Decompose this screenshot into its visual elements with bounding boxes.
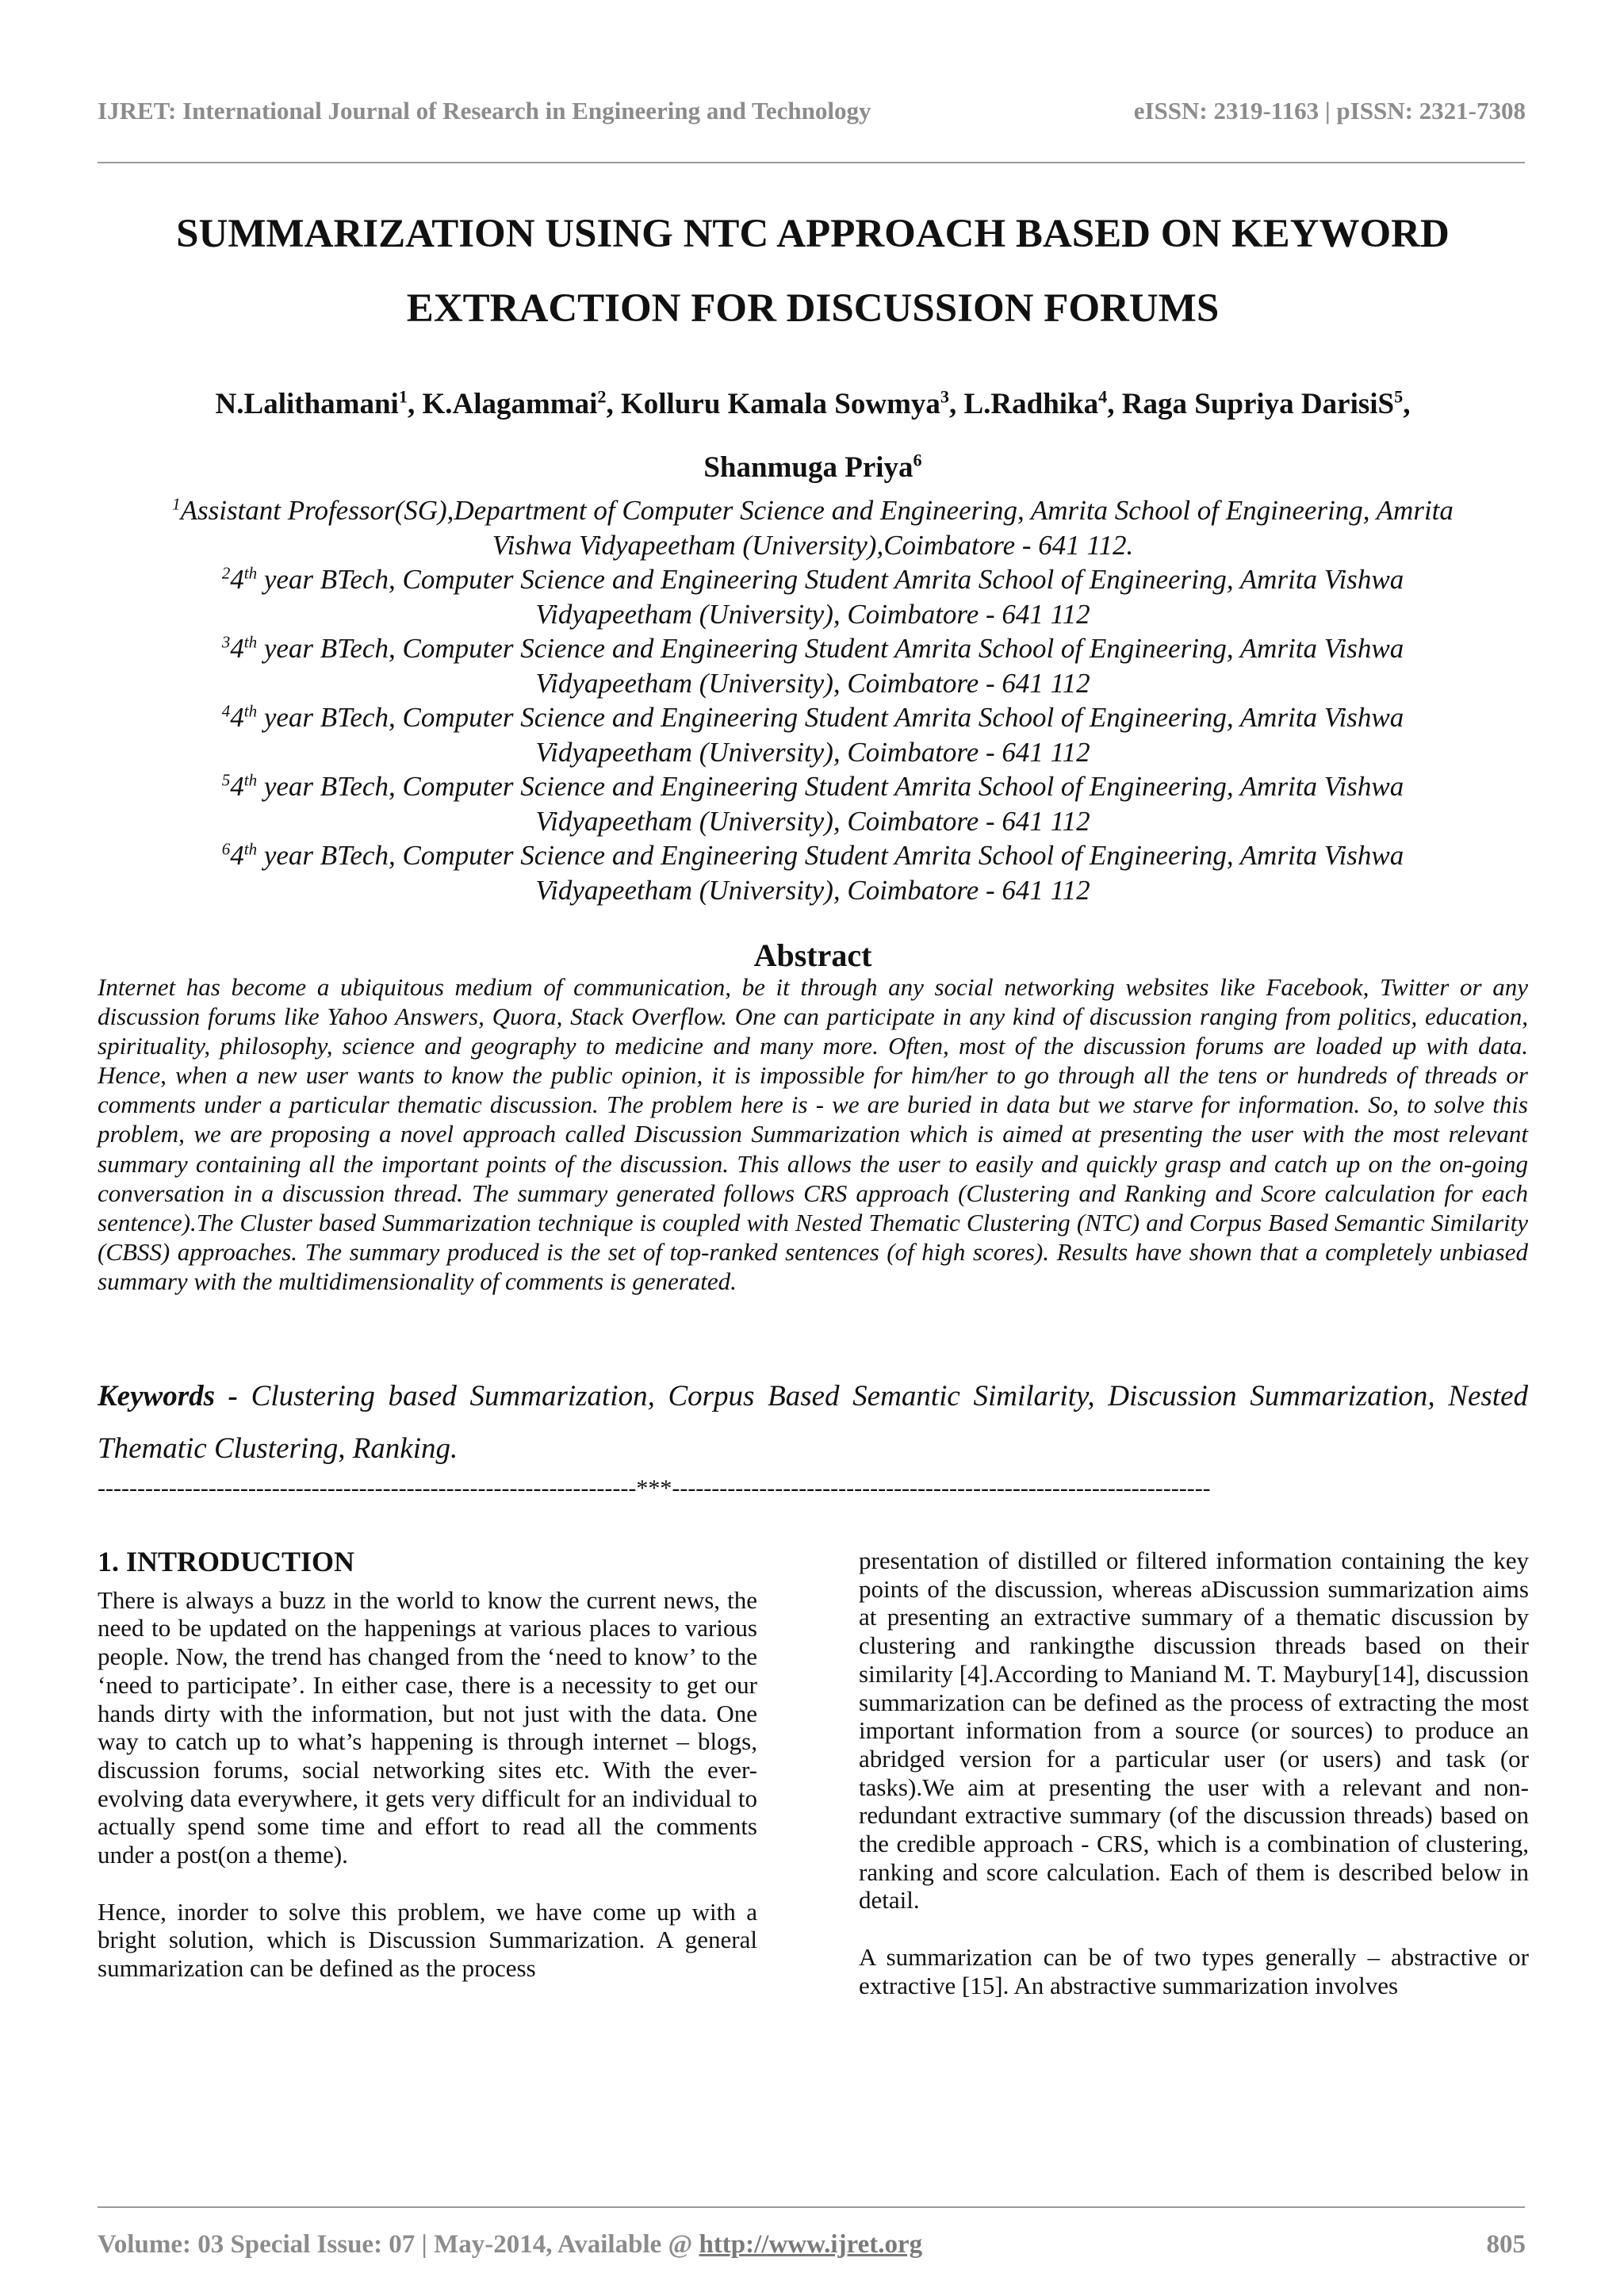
affiliation-text: Assistant Professor(SG),Department of Computer Science and Engineering, Amrita School of Engineering, Amrita bbox=[180, 495, 1454, 526]
affiliation-line bbox=[87, 562, 1538, 597]
affiliation-text: year BTech, Computer Science and Engineering Student Amrita School of Engineering, Amrita Vishwa bbox=[257, 564, 1404, 595]
author-separator: , bbox=[407, 388, 423, 420]
keywords-label: Keywords - bbox=[98, 1380, 238, 1412]
author-name: Shanmuga Priya bbox=[703, 451, 914, 484]
paper-title-line-2: EXTRACTION FOR DISCUSSION FORUMS bbox=[406, 286, 1220, 331]
affiliation-ordinal: th bbox=[243, 632, 258, 652]
affiliation-ordinal: th bbox=[243, 770, 258, 790]
journal-name: IJRET: International Journal of Research in Engineering and Technology bbox=[98, 97, 871, 125]
paper-title-line-1: SUMMARIZATION USING NTC APPROACH BASED ON KEYWORD bbox=[176, 212, 1450, 256]
author-name: K.Alagammai bbox=[422, 388, 598, 420]
author-separator: , bbox=[1403, 388, 1411, 420]
author-affiliation-mark: 6 bbox=[913, 450, 922, 470]
affiliation-2 bbox=[87, 562, 1538, 631]
keywords-text: Clustering based Summarization, Corpus Based Semantic Similarity, Discussion Summarization, Nested Thematic Clustering, Ranking. bbox=[98, 1380, 1528, 1465]
affiliation-year: 4 bbox=[230, 840, 244, 871]
author-affiliation-mark: 3 bbox=[940, 386, 949, 407]
affiliation-4 bbox=[87, 700, 1538, 769]
author-separator: , bbox=[606, 388, 621, 420]
journal-issn: eISSN: 2319-1163 | pISSN: 2321-7308 bbox=[1133, 97, 1526, 125]
footer-volume bbox=[98, 2230, 922, 2260]
affiliation-year: 4 bbox=[230, 702, 244, 733]
section-separator: --------------------------------------------------------------------***-------------------------------------------------------------------- bbox=[98, 1475, 1211, 1501]
affiliation-number: 2 bbox=[221, 563, 231, 583]
author-affiliation-mark: 1 bbox=[398, 386, 408, 407]
paper-title bbox=[87, 197, 1538, 346]
intro-paragraph-4: A summarization can be of two types generally – abstractive or extractive [15]. An abstractive summarization involves bbox=[859, 1943, 1529, 1999]
author-line-2 bbox=[87, 436, 1538, 500]
affiliation-text: year BTech, Computer Science and Engineering Student Amrita School of Engineering, Amrita Vishwa bbox=[257, 633, 1404, 664]
affiliation-line: Vidyapeetham (University), Coimbatore - 641 112 bbox=[535, 736, 1090, 768]
author-name: Kolluru Kamala Sowmya bbox=[620, 388, 940, 420]
affiliation-year: 4 bbox=[230, 633, 244, 664]
intro-paragraph-3: presentation of distilled or filtered information containing the key points of the discussion, whereas aDiscussion summarization aims at presenting an extractive summary of a thematic discussion by clustering and rankingthe discussion threads based on their similarity [4].According to Maniand M. T. Maybury[14], discussion summarization can be defined as the process of extracting the most important information from a source (or sources) to produce an abridged version for a particular user (or users) and task (or tasks).We aim at presenting the user with a relevant and non-redundant extractive summary (of the discussion threads) based on the credible approach - CRS, which is a combination of clustering, ranking and score calculation. Each of them is described below in detail. bbox=[859, 1547, 1529, 1915]
abstract-heading: Abstract bbox=[753, 937, 872, 973]
affiliation-5 bbox=[87, 769, 1538, 838]
affiliation-line bbox=[87, 631, 1538, 666]
affiliation-number: 4 bbox=[221, 701, 231, 721]
affiliation-line: Vidyapeetham (University), Coimbatore - 641 112 bbox=[535, 667, 1090, 699]
introduction-heading: 1. INTRODUCTION bbox=[98, 1546, 355, 1577]
left-column bbox=[98, 1548, 757, 2011]
footer-volume-text: Volume: 03 Special Issue: 07 | May-2014, Available @ bbox=[98, 2230, 699, 2259]
affiliation-number: 1 bbox=[172, 494, 181, 514]
author-name: N.Lalithamani bbox=[215, 388, 399, 420]
author-separator: , bbox=[1107, 388, 1122, 420]
affiliation-number: 6 bbox=[221, 839, 231, 859]
affiliation-year: 4 bbox=[230, 564, 244, 595]
intro-paragraph-1: There is always a buzz in the world to know the current news, the need to be updated on the happenings at various places to various people. Now, the trend has changed from the ‘need to know’ to the ‘need to participate’. In either case, there is a necessity to get our hands dirty with the information, but not just with the data. One way to catch up to what’s happening is through internet – blogs, discussion forums, social networking sites etc. With the ever-evolving data everywhere, it gets very difficult for an individual to actually spend some time and effort to read all the comments under a post(on a theme). bbox=[98, 1585, 757, 1869]
affiliation-6 bbox=[87, 838, 1538, 907]
affiliation-text: year BTech, Computer Science and Engineering Student Amrita School of Engineering, Amrita Vishwa bbox=[257, 771, 1404, 802]
author-line-1 bbox=[87, 373, 1538, 436]
affiliation-3 bbox=[87, 631, 1538, 700]
author-name: L.Radhika bbox=[963, 388, 1099, 420]
affiliation-line bbox=[87, 493, 1538, 528]
affiliation-line bbox=[87, 700, 1538, 735]
author-affiliation-mark: 4 bbox=[1098, 386, 1108, 407]
affiliation-text: year BTech, Computer Science and Engineering Student Amrita School of Engineering, Amrita Vishwa bbox=[257, 702, 1404, 733]
author-affiliation-mark: 2 bbox=[597, 386, 607, 407]
journal-website-link[interactable]: http://www.ijret.org bbox=[699, 2230, 923, 2259]
affiliation-1 bbox=[87, 493, 1538, 562]
header-rule bbox=[98, 162, 1525, 163]
affiliation-ordinal: th bbox=[243, 701, 258, 721]
author-affiliation-mark: 5 bbox=[1394, 386, 1404, 407]
affiliation-number: 5 bbox=[221, 770, 231, 790]
abstract-body: Internet has become a ubiquitous medium of communication, be it through any social networking websites like Facebook, Twitter or any discussion forums like Yahoo Answers, Quora, Stack Overflow. One can participate in any kind of discussion ranging from politics, education, spirituality, philosophy, science and geography to medicine and many more. Often, most of the discussion forums are loaded up with data. Hence, when a new user wants to know the public opinion, it is impossible for him/her to go through all the tens or hundreds of threads or comments under a particular thematic discussion. The problem here is - we are buried in data but we starve for information. So, to solve this problem, we are proposing a novel approach called Discussion Summarization which is aimed at presenting the user with the most relevant summary containing all the important points of the discussion. This allows the user to easily and quickly grasp and catch up on the on-going conversation in a discussion thread. The summary generated follows CRS approach (Clustering and Ranking and Score calculation for each sentence).The Cluster based Summarization technique is coupled with Nested Thematic Clustering (NTC) and Corpus Based Semantic Similarity (CBSS) approaches. The summary produced is the set of top-ranked sentences (of high scores). Results have shown that a completely unbiased summary with the multidimensionality of comments is generated. bbox=[98, 973, 1528, 1295]
affiliation-line: Vidyapeetham (University), Coimbatore - 641 112 bbox=[535, 874, 1090, 906]
affiliation-year: 4 bbox=[230, 771, 244, 802]
affiliation-list bbox=[87, 493, 1538, 907]
affiliation-ordinal: th bbox=[243, 563, 258, 583]
affiliation-line: Vishwa Vidyapeetham (University),Coimbatore - 641 112. bbox=[492, 529, 1134, 561]
author-list bbox=[87, 373, 1538, 500]
author-name: Raga Supriya DarisiS bbox=[1121, 388, 1395, 420]
affiliation-ordinal: th bbox=[243, 839, 258, 859]
author-separator: , bbox=[949, 388, 964, 420]
affiliation-line: Vidyapeetham (University), Coimbatore - 641 112 bbox=[535, 598, 1090, 630]
affiliation-line: Vidyapeetham (University), Coimbatore - 641 112 bbox=[535, 805, 1090, 837]
intro-paragraph-2: Hence, inorder to solve this problem, we have come up with a bright solution, which is Discussion Summarization. A general summarization can be defined as the process bbox=[98, 1897, 757, 1983]
affiliation-text: year BTech, Computer Science and Engineering Student Amrita School of Engineering, Amrita Vishwa bbox=[257, 840, 1404, 871]
keywords-block bbox=[98, 1370, 1528, 1475]
affiliation-number: 3 bbox=[221, 632, 231, 652]
page-number: 805 bbox=[1486, 2230, 1526, 2259]
footer-rule bbox=[98, 2206, 1525, 2208]
affiliation-line bbox=[87, 838, 1538, 873]
right-column bbox=[859, 1547, 1529, 2029]
affiliation-line bbox=[87, 769, 1538, 804]
